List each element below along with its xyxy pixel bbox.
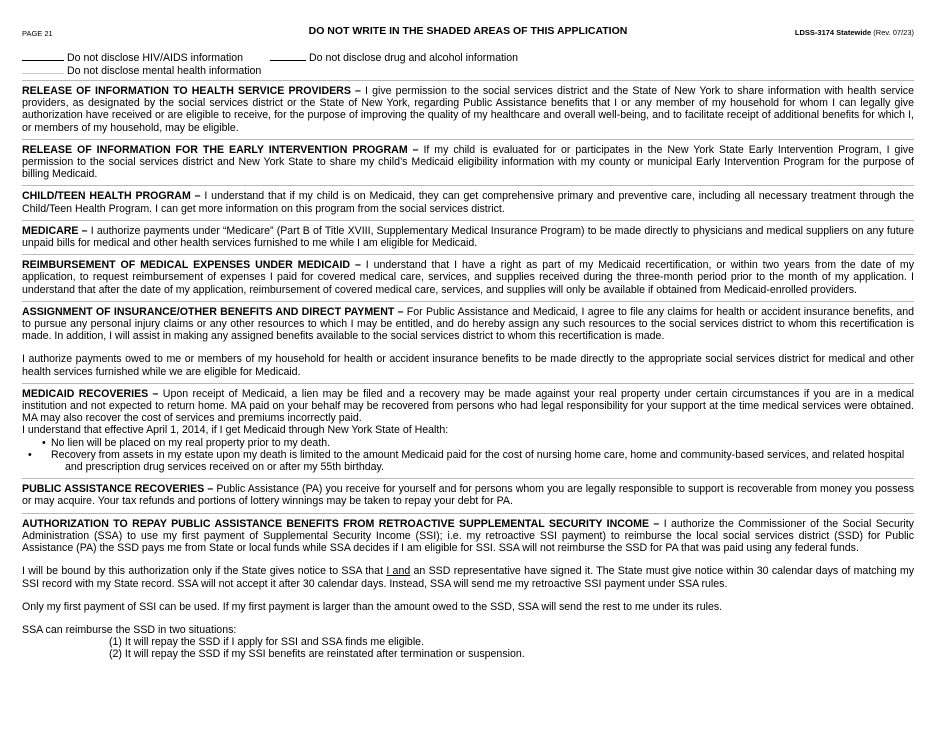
section-assignment-direct-payment: I authorize payments owed to me or members of my household for health or accident insurance benefits to be made directly to the appropriate social services district for medical and other health services furnished while we are eligible for Medicaid. — [22, 353, 914, 378]
binding-underlined: I and — [386, 565, 411, 578]
section-heading: PUBLIC ASSISTANCE RECOVERIES – — [22, 483, 214, 496]
form-number: LDSS-3174 Statewide — [794, 28, 872, 37]
list-item-text: Recovery from assets in my estate upon my death is limited to the amount Medicaid paid for the cost of nursing home care, home and community-based services, and related hospital and prescription drug services received on or after my 55th birthday. — [51, 448, 905, 474]
section-heading: RELEASE OF INFORMATION TO HEALTH SERVICE PROVIDERS – — [22, 85, 361, 97]
ssi-situation-1: (1) It will repay the SSD if I apply for SSI and SSA finds me eligible. — [109, 636, 425, 649]
divider — [22, 254, 914, 255]
bullet-icon: • — [42, 436, 46, 449]
document-page — [22, 24, 914, 661]
section-child-teen — [22, 190, 914, 214]
section-body: I give permission to the social services district and the State of New York to share information with health service providers, as designated by the social services district or the State of New York, regarding Public Assistance benefits that I or any member of my household for whom I can legally give authorization have received or are eligible to receive, for the purpose of improving the quality of my healthcare and overall well-being, and to facilitate receipt of additional benefits for which I, or members of my household, may be eligible. — [22, 85, 914, 134]
disclosure-row-2 — [22, 63, 914, 76]
list-item-text: No lien will be placed on my real property prior to my death. — [51, 436, 331, 449]
form-identifier — [795, 27, 914, 39]
divider — [22, 513, 914, 514]
form-revision: (Rev. 07/23) — [873, 28, 914, 37]
section-pa-recoveries — [22, 483, 914, 507]
section-heading: REIMBURSEMENT OF MEDICAL EXPENSES UNDER MEDICAID – — [22, 259, 361, 272]
section-body: Public Assistance (PA) you receive for yourself and for persons whom you are legally responsible to support is recoverable from money you possess or may acquire. Your tax refunds and portions of lottery winnings may be taken to repay your debt for PA. — [22, 483, 915, 508]
divider — [22, 185, 914, 186]
section-body: I understand that I have a right as part of my Medicaid recertification, or within two years from the date of my application, to request reimbursement of expenses I paid for covered medical care, services, and supplies received during the three-month period prior to the month of my application. I understand that after the date of my application, reimbursement of covered medical care, services, and supplies will only be available if obtained from Medicaid-enrolled providers. — [22, 259, 914, 296]
page-title: DO NOT WRITE IN THE SHADED AREAS OF THIS APPLICATION — [308, 25, 628, 37]
hiv-checkbox-line[interactable] — [22, 50, 64, 61]
section-heading: CHILD/TEEN HEALTH PROGRAM – — [22, 190, 201, 203]
disclosure-hiv-label: Do not disclose HIV/AIDS information — [67, 52, 244, 64]
divider — [22, 139, 914, 140]
section-medicare — [22, 225, 914, 249]
ssi-situation-2: (2) It will repay the SSD if my SSI benefits are reinstated after termination or suspension. — [109, 648, 525, 661]
section-heading: ASSIGNMENT OF INSURANCE/OTHER BENEFITS AND DIRECT PAYMENT – — [22, 305, 404, 318]
binding-text-2: an SSD representative have signed it. The State must give notice within 30 calendar days of matching my SSI record with my State record. SSA will not accept it after 30 calendar days. Instead, SSA will send me my retroactive SSI payment under SSA rules. — [22, 565, 915, 590]
divider — [22, 301, 914, 302]
ssi-binding-paragraph — [22, 565, 914, 589]
ssi-first-payment-paragraph: Only my first payment of SSI can be used. If my first payment is larger than the amount owed to the SSD, SSA will send the rest to me under its rules. — [22, 600, 723, 613]
section-health-providers — [22, 85, 914, 134]
ssi-situations-intro: SSA can reimburse the SSD in two situations: — [22, 623, 237, 636]
section-medicaid-recoveries — [22, 388, 914, 425]
disclosure-mental-label: Do not disclose mental health information — [67, 64, 262, 77]
section-ssi-authorization — [22, 518, 914, 555]
divider — [22, 220, 914, 221]
divider — [22, 80, 914, 81]
divider — [22, 478, 914, 479]
section-early-intervention — [22, 144, 914, 181]
section-heading: RELEASE OF INFORMATION FOR THE EARLY INTERVENTION PROGRAM – — [22, 143, 419, 156]
disclosure-drug-label: Do not disclose drug and alcohol information — [309, 52, 519, 64]
section-body: I authorize the Commissioner of the Social Security Administration (SSA) to use my first payment of Supplemental Security Income (SSI); i.e. my retroactive SSI payment) to reimburse the local social services district (SSD) for Public Assistance (PA) the SSD pays me from State or local funds while SSA decides if I am eligible for SSI. SSA will not reimburse the SSD for PA that was paid using any federal funds. — [22, 517, 914, 555]
section-reimbursement — [22, 259, 914, 296]
section-body: If my child is evaluated for or participates in the New York State Early Intervention Program, I give permission to the social services district and New York State to share my child’s Medicaid eligibility information with my county or municipal Early Intervention Program for the purpose of billing Medicaid. — [22, 143, 914, 181]
list-item: • Recovery from assets in my estate upon my death is limited to the amount Medicaid paid for the cost of nursing home care, home and community-based services, and related hospital and prescription drug services received on or after my 55th birthday. — [28, 448, 905, 474]
nysoh-statement: I understand that effective April 1, 2014, if I get Medicaid through New York State of Health: — [22, 424, 449, 437]
list-item — [22, 437, 914, 449]
section-body: I authorize payments under “Medicare” (Part B of Title XVIII, Supplementary Medical Insurance Program) to be made directly to physicians and medical suppliers on any future unpaid bills for medical and other health services furnished to me while I am eligible for Medicaid. — [22, 224, 914, 250]
section-heading: MEDICARE – — [22, 224, 88, 237]
section-body: Upon receipt of Medicaid, a lien may be filed and a recovery may be made against your real property under certain circumstances if you are in a medical institution and not expected to return home. MA paid on your behalf may be recovered from persons who had legal responsibility for your support at the time medical services were obtained. MA may also recover the cost of services and premiums incorrectly paid. — [22, 387, 914, 425]
recovery-bullet-list — [22, 437, 914, 474]
section-body: For Public Assistance and Medicaid, I agree to file any claims for health or accident insurance benefits, and to pursue any personal injury claims or any other resources to which I may be entitled, and do hereby assign any such resources to the social services district to whom this recertification is made. In addition, I will assist in making any assigned benefits available to the social services district to whom this recertification is made. — [22, 305, 914, 343]
disclosure-mental — [22, 63, 261, 77]
binding-text-1: I will be bound by this authorization only if the State gives notice to SSA that — [22, 565, 387, 578]
section-heading: AUTHORIZATION TO REPAY PUBLIC ASSISTANCE BENEFITS FROM RETROACTIVE SUPPLEMENTAL SECURITY INCOME – — [22, 517, 660, 530]
drug-checkbox-line[interactable] — [270, 50, 306, 61]
disclosure-row-1 — [22, 50, 914, 63]
section-heading: MEDICAID RECOVERIES – — [22, 387, 159, 400]
section-body: I understand that if my child is on Medicaid, they can get comprehensive primary and preventive care, including all necessary treatment through the Child/Teen Health Program. I can get more information on this program from the social services district. — [22, 190, 915, 215]
divider — [22, 383, 914, 384]
page-number: PAGE 21 — [22, 29, 53, 38]
mental-checkbox-line[interactable] — [22, 63, 64, 74]
section-assignment — [22, 306, 914, 343]
page-header — [22, 24, 914, 40]
